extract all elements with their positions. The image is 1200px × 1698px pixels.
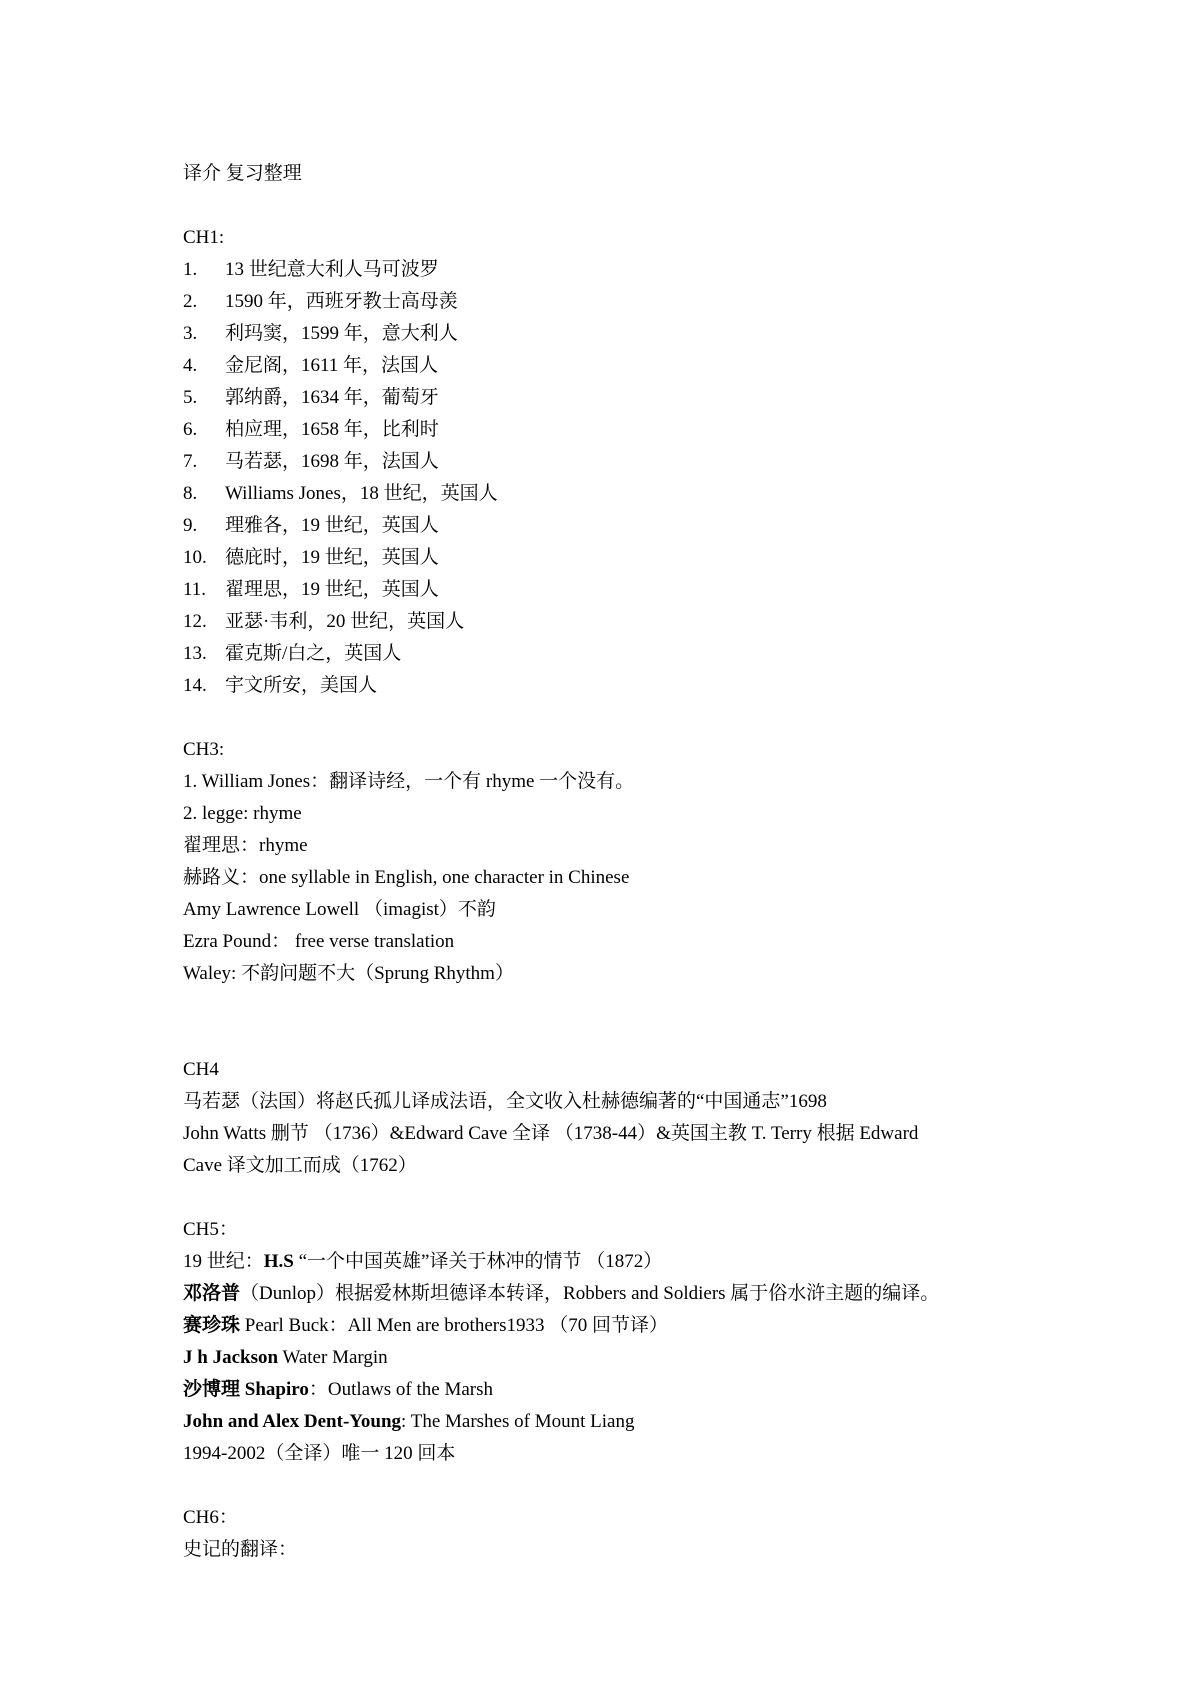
ch5-text: Pearl Buck：All Men are brothers1933 （70 回节译）	[240, 1315, 668, 1336]
ch1-list-item	[183, 318, 1083, 350]
list-item-number: 8.	[183, 483, 198, 504]
ch6-line: 史记的翻译：	[183, 1539, 298, 1560]
ch1-list-item	[183, 414, 1083, 446]
list-item-text: 理雅各，19 世纪，英国人	[225, 515, 439, 536]
ch1-list-item	[183, 382, 1083, 414]
list-item-number: 10.	[183, 547, 207, 568]
ch1-list	[183, 254, 1083, 702]
list-item-number: 5.	[183, 387, 198, 408]
ch5-text: ：Outlaws of the Marsh	[308, 1379, 494, 1400]
list-item-text: Williams Jones，18 世纪，英国人	[225, 483, 498, 504]
list-item-number: 13.	[183, 643, 207, 664]
list-item-text: 翟理思，19 世纪，英国人	[225, 579, 439, 600]
ch5-translator: 赛珍珠	[183, 1315, 241, 1336]
ch5-line	[183, 1406, 1083, 1438]
ch4-line: John Watts 删节 （1736）&Edward Cave 全译 （1738-44）&英国主教 T. Terry 根据 Edward	[183, 1123, 919, 1144]
ch5-translator: J h Jackson	[183, 1347, 279, 1368]
ch3-heading: CH3:	[183, 739, 225, 760]
ch5-text: : The Marshes of Mount Liang	[401, 1411, 635, 1432]
list-item-number: 12.	[183, 611, 207, 632]
list-item-number: 6.	[183, 419, 198, 440]
ch1-list-item	[183, 446, 1083, 478]
ch1-list-item	[183, 350, 1083, 382]
list-item-number: 7.	[183, 451, 198, 472]
ch5-line	[183, 1342, 1083, 1374]
ch5-text: （Dunlop）根据爱林斯坦德译本转译，Robbers and Soldiers 属于俗水浒主题的编译。	[240, 1283, 940, 1304]
document-page	[183, 158, 1083, 1566]
ch1-list-item	[183, 510, 1083, 542]
ch5-line	[183, 1310, 1083, 1342]
ch5-text: “一个中国英雄”译关于林冲的情节 （1872）	[293, 1251, 663, 1272]
list-item-number: 3.	[183, 323, 198, 344]
list-item-text: 金尼阁，1611 年，法国人	[225, 355, 439, 376]
ch6-heading: CH6：	[183, 1507, 238, 1528]
list-item-number: 14.	[183, 675, 207, 696]
ch1-list-item	[183, 638, 1083, 670]
list-item-text: 霍克斯/白之，英国人	[225, 643, 402, 664]
ch5-translator: Shapiro	[240, 1379, 309, 1400]
list-item-text: 1590 年，西班牙教士高母羡	[225, 291, 458, 312]
list-item-text: 利玛窦，1599 年，意大利人	[225, 323, 458, 344]
ch5-text: Water Margin	[278, 1347, 388, 1368]
ch4-line: Cave 译文加工而成（1762）	[183, 1155, 417, 1176]
list-item-text: 13 世纪意大利人马可波罗	[225, 259, 439, 280]
list-item-number: 11.	[183, 579, 207, 600]
list-item-number: 1.	[183, 259, 198, 280]
list-item-text: 宇文所安，美国人	[225, 675, 378, 696]
ch4-heading: CH4	[183, 1059, 219, 1080]
ch3-line: 2. legge: rhyme	[183, 803, 302, 824]
ch5-translator: 邓洛普	[183, 1283, 241, 1304]
ch1-heading: CH1:	[183, 227, 225, 248]
list-item-text: 柏应理，1658 年，比利时	[225, 419, 439, 440]
ch5-line	[183, 1374, 1083, 1406]
ch1-list-item	[183, 254, 1083, 286]
ch5-translator: John and Alex Dent-Young	[183, 1411, 402, 1432]
ch1-list-item	[183, 286, 1083, 318]
ch5-heading: CH5：	[183, 1219, 238, 1240]
ch3-line: 翟理思：rhyme	[183, 835, 308, 856]
list-item-number: 9.	[183, 515, 198, 536]
ch1-list-item	[183, 574, 1083, 606]
list-item-text: 德庇时，19 世纪，英国人	[225, 547, 439, 568]
ch1-list-item	[183, 606, 1083, 638]
ch5-line: 1994-2002（全译）唯一 120 回本	[183, 1443, 456, 1464]
document-title: 译介 复习整理	[183, 163, 302, 184]
ch3-line: Ezra Pound： free verse translation	[183, 931, 455, 952]
ch5-line	[183, 1278, 1083, 1310]
ch3-line: Amy Lawrence Lowell （imagist）不韵	[183, 899, 496, 920]
list-item-number: 4.	[183, 355, 198, 376]
ch3-line: 赫路义：one syllable in English, one character in Chinese	[183, 867, 630, 888]
ch1-list-item	[183, 542, 1083, 574]
ch3-line: 1. William Jones：翻译诗经，一个有 rhyme 一个没有。	[183, 771, 635, 792]
ch1-list-item	[183, 670, 1083, 702]
ch5-line	[183, 1246, 1083, 1278]
list-item-number: 2.	[183, 291, 198, 312]
ch5-text: 19 世纪：	[183, 1251, 264, 1272]
ch5-translator: H.S	[263, 1251, 294, 1272]
ch5-translator: 沙博理	[183, 1379, 241, 1400]
ch3-line: Waley: 不韵问题不大（Sprung Rhythm）	[183, 963, 514, 984]
ch4-line: 马若瑟（法国）将赵氏孤儿译成法语，全文收入杜赫德编著的“中国通志”1698	[183, 1091, 827, 1112]
list-item-text: 亚瑟·韦利，20 世纪，英国人	[225, 611, 465, 632]
list-item-text: 马若瑟，1698 年，法国人	[225, 451, 439, 472]
ch1-list-item	[183, 478, 1083, 510]
list-item-text: 郭纳爵，1634 年，葡萄牙	[225, 387, 439, 408]
